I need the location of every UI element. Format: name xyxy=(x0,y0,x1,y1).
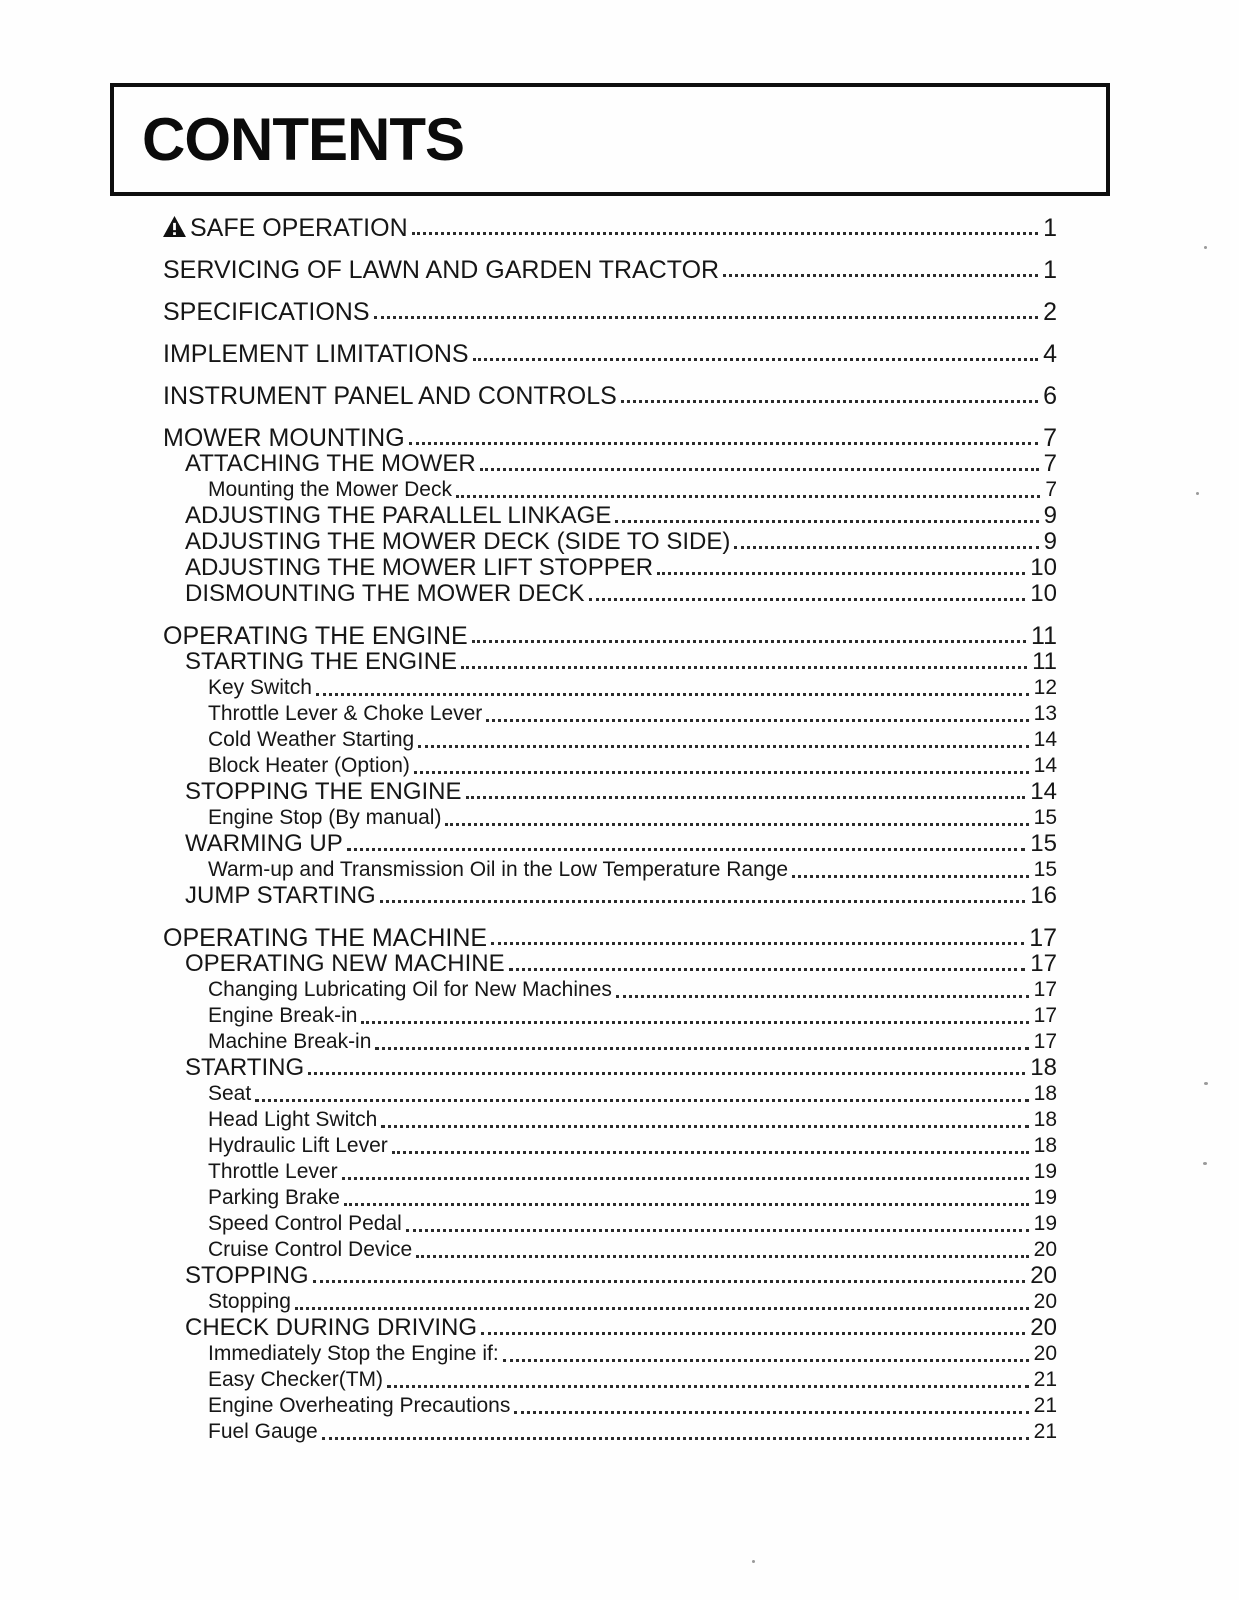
toc-entry-text: SAFE OPERATION xyxy=(190,214,408,242)
toc-entry-text: DISMOUNTING THE MOWER DECK xyxy=(185,580,585,607)
toc-entry xyxy=(163,555,1057,581)
toc-entry-label xyxy=(185,649,457,675)
toc-entry xyxy=(163,1237,1057,1263)
toc-entry xyxy=(163,503,1057,529)
toc-entry-label xyxy=(208,1419,318,1445)
toc-entry-page-number: 18 xyxy=(1030,1054,1057,1081)
toc-entry-text: Fuel Gauge xyxy=(208,1420,318,1443)
toc-entry-page-number: 7 xyxy=(1043,450,1057,477)
toc-entry xyxy=(163,831,1057,857)
toc-entry-page-number: 16 xyxy=(1030,882,1057,909)
toc-entry-text: ADJUSTING THE PARALLEL LINKAGE xyxy=(185,502,612,529)
toc-entry xyxy=(163,727,1057,753)
toc-entry xyxy=(163,1029,1057,1055)
dot-leader xyxy=(621,400,1038,403)
toc-entry xyxy=(163,977,1057,1003)
toc-entry xyxy=(163,477,1057,503)
toc-entry-text: Speed Control Pedal xyxy=(208,1212,402,1235)
toc-entry-label xyxy=(208,1133,388,1159)
dot-leader xyxy=(344,1203,1029,1206)
toc-entry-page-number: 1 xyxy=(1043,214,1057,242)
toc-entry-page-number: 21 xyxy=(1033,1368,1057,1391)
toc-entry-text: Parking Brake xyxy=(208,1186,340,1209)
toc-entry-text: SERVICING OF LAWN AND GARDEN TRACTOR xyxy=(163,256,720,284)
dot-leader xyxy=(412,232,1038,235)
dot-leader xyxy=(406,1229,1029,1232)
toc-entry-page-number: 10 xyxy=(1030,580,1057,607)
dot-leader xyxy=(416,1255,1028,1258)
toc-entry-page-number: 19 xyxy=(1033,1186,1057,1209)
toc-entry-label xyxy=(163,425,405,451)
toc-entry-text: Warm-up and Transmission Oil in the Low Temperature Range xyxy=(208,858,789,881)
toc-entry-label xyxy=(185,529,730,555)
toc-entry-text: ATTACHING THE MOWER xyxy=(185,450,476,477)
toc-entry xyxy=(163,1393,1057,1419)
toc-entry-page-number: 17 xyxy=(1033,1030,1057,1053)
dot-leader xyxy=(381,1125,1028,1128)
toc-entry xyxy=(163,1289,1057,1315)
toc-entry xyxy=(163,1081,1057,1107)
toc-entry-page-number: 4 xyxy=(1043,340,1057,368)
dot-leader xyxy=(466,796,1026,799)
toc-entry-text: Cold Weather Starting xyxy=(208,728,415,751)
toc-entry-label xyxy=(208,477,452,503)
toc-entry xyxy=(163,925,1057,951)
toc-entry-page-number: 17 xyxy=(1030,950,1057,977)
toc-entry-page-number: 13 xyxy=(1033,702,1057,725)
dot-leader xyxy=(374,316,1039,319)
dot-leader xyxy=(616,995,1029,998)
dot-leader xyxy=(486,719,1028,722)
dot-leader xyxy=(456,495,1040,498)
toc-entry xyxy=(163,1133,1057,1159)
toc-entry xyxy=(163,779,1057,805)
toc-entry-page-number: 18 xyxy=(1033,1082,1057,1105)
toc-entry-page-number: 6 xyxy=(1043,382,1057,410)
toc-entry-label xyxy=(208,1289,291,1315)
toc-entry-text: WARMING UP xyxy=(185,830,343,857)
toc-entry xyxy=(163,257,1057,283)
toc-entry-label xyxy=(185,1263,309,1289)
dot-leader xyxy=(503,1359,1029,1362)
toc-entry xyxy=(163,1263,1057,1289)
toc-entry xyxy=(163,1055,1057,1081)
toc-entry-page-number: 20 xyxy=(1033,1238,1057,1261)
toc-entry-text: MOWER MOUNTING xyxy=(163,424,405,452)
toc-entry-text: ADJUSTING THE MOWER DECK (SIDE TO SIDE) xyxy=(185,528,731,555)
dot-leader xyxy=(509,968,1026,971)
toc-entry-page-number: 14 xyxy=(1033,728,1057,751)
toc-entry-label xyxy=(208,1081,251,1107)
toc-entry xyxy=(163,805,1057,831)
toc-entry-text: Cruise Control Device xyxy=(208,1238,413,1261)
toc-list xyxy=(0,199,1239,1445)
toc-entry-page-number: 17 xyxy=(1033,978,1057,1001)
toc-entry-label xyxy=(208,1185,340,1211)
dot-leader xyxy=(255,1099,1028,1102)
toc-entry-page-number: 12 xyxy=(1033,676,1057,699)
toc-entry xyxy=(163,529,1057,555)
dot-leader xyxy=(481,1332,1025,1335)
toc-entry-text: Throttle Lever & Choke Lever xyxy=(208,702,483,725)
toc-entry xyxy=(163,1341,1057,1367)
toc-entry-label xyxy=(208,675,312,701)
toc-entry-text: STOPPING THE ENGINE xyxy=(185,778,462,805)
toc-entry-text: Machine Break-in xyxy=(208,1030,372,1053)
toc-entry-page-number: 19 xyxy=(1033,1160,1057,1183)
toc-entry-text: Engine Overheating Precautions xyxy=(208,1394,511,1417)
toc-entry-label xyxy=(163,383,617,409)
toc-entry-label xyxy=(163,215,408,241)
toc-entry-text: JUMP STARTING xyxy=(185,882,376,909)
toc-entry-text: OPERATING THE ENGINE xyxy=(163,622,468,650)
toc-entry xyxy=(163,1003,1057,1029)
toc-entry-page-number: 2 xyxy=(1043,298,1057,326)
toc-entry-text: Block Heater (Option) xyxy=(208,754,410,777)
dot-leader xyxy=(375,1047,1028,1050)
toc-entry xyxy=(163,1367,1057,1393)
toc-entry-page-number: 20 xyxy=(1033,1290,1057,1313)
toc-entry xyxy=(163,581,1057,607)
dot-leader xyxy=(322,1437,1029,1440)
toc-entry-label xyxy=(185,451,476,477)
toc-entry-label xyxy=(163,623,468,649)
toc-entry xyxy=(163,623,1057,649)
toc-entry-page-number: 17 xyxy=(1033,1004,1057,1027)
toc-entry-text: Immediately Stop the Engine if: xyxy=(208,1342,499,1365)
dot-leader xyxy=(734,546,1038,549)
toc-entry-text: SPECIFICATIONS xyxy=(163,298,370,326)
toc-entry-page-number: 15 xyxy=(1033,858,1057,881)
toc-entry-text: STOPPING xyxy=(185,1262,309,1289)
toc-entry xyxy=(163,425,1057,451)
dot-leader xyxy=(392,1151,1029,1154)
toc-entry-label xyxy=(208,753,410,779)
dot-leader xyxy=(473,358,1039,361)
toc-entry-page-number: 14 xyxy=(1033,754,1057,777)
toc-entry-page-number: 7 xyxy=(1043,424,1057,452)
toc-entry-text: STARTING THE ENGINE xyxy=(185,648,458,675)
dot-leader xyxy=(445,823,1028,826)
toc-entry xyxy=(163,341,1057,367)
toc-entry xyxy=(163,1107,1057,1133)
toc-entry-page-number: 7 xyxy=(1045,478,1057,501)
toc-entry-label xyxy=(208,857,788,883)
toc-entry xyxy=(163,675,1057,701)
toc-entry-label xyxy=(185,555,653,581)
dot-leader xyxy=(589,598,1026,601)
toc-entry-label xyxy=(208,1107,377,1133)
toc-entry-page-number: 20 xyxy=(1033,1342,1057,1365)
toc-entry-page-number: 14 xyxy=(1030,778,1057,805)
toc-entry-page-number: 20 xyxy=(1030,1262,1057,1289)
toc-entry-text: INSTRUMENT PANEL AND CONTROLS xyxy=(163,382,617,410)
toc-entry-text: OPERATING THE MACHINE xyxy=(163,924,488,952)
toc-entry xyxy=(163,383,1057,409)
toc-entry xyxy=(163,951,1057,977)
toc-entry-page-number: 17 xyxy=(1029,924,1057,952)
toc-entry-label xyxy=(185,581,585,607)
toc-entry-label xyxy=(208,1237,412,1263)
toc-entry-label xyxy=(208,1341,499,1367)
toc-entry xyxy=(163,701,1057,727)
toc-entry-text: IMPLEMENT LIMITATIONS xyxy=(163,340,469,368)
toc-entry-page-number: 19 xyxy=(1033,1212,1057,1235)
dot-leader xyxy=(347,848,1026,851)
contents-title-box xyxy=(110,83,1110,196)
toc-entry-text: Engine Stop (By manual) xyxy=(208,806,442,829)
page-title: CONTENTS xyxy=(142,105,464,173)
toc-entry-text: STARTING xyxy=(185,1054,305,1081)
toc-entry-label xyxy=(185,831,343,857)
scan-speck xyxy=(1204,1082,1208,1085)
toc-entry-label xyxy=(208,1393,510,1419)
toc-entry-label xyxy=(208,1003,357,1029)
dot-leader xyxy=(792,875,1029,878)
dot-leader xyxy=(491,942,1024,945)
toc-entry xyxy=(163,753,1057,779)
toc-entry-text: Stopping xyxy=(208,1290,291,1313)
toc-entry-label xyxy=(208,805,441,831)
dot-leader xyxy=(342,1177,1029,1180)
toc-entry-page-number: 9 xyxy=(1043,528,1057,555)
toc-entry-label xyxy=(185,1055,304,1081)
toc-entry-label xyxy=(185,1315,477,1341)
dot-leader xyxy=(313,1280,1026,1283)
toc-entry-text: CHECK DURING DRIVING xyxy=(185,1314,478,1341)
toc-entry xyxy=(163,451,1057,477)
toc-entry-page-number: 1 xyxy=(1043,256,1057,284)
toc-entry xyxy=(163,1185,1057,1211)
toc-entry-label xyxy=(163,925,487,951)
toc-entry-page-number: 10 xyxy=(1030,554,1057,581)
toc-entry-text: Changing Lubricating Oil for New Machines xyxy=(208,978,612,1001)
toc-entry-text: Hydraulic Lift Lever xyxy=(208,1134,388,1157)
toc-entry-label xyxy=(208,1029,371,1055)
toc-entry-text: Head Light Switch xyxy=(208,1108,378,1131)
toc-entry-page-number: 15 xyxy=(1033,806,1057,829)
toc-entry-text: ADJUSTING THE MOWER LIFT STOPPER xyxy=(185,554,654,581)
dot-leader xyxy=(316,693,1029,696)
toc-entry-label xyxy=(185,779,462,805)
warning-triangle-icon xyxy=(163,216,186,242)
scan-speck xyxy=(1204,246,1207,249)
dot-leader xyxy=(461,666,1027,669)
dot-leader xyxy=(514,1411,1028,1414)
dot-leader xyxy=(615,520,1038,523)
toc-entry-label xyxy=(163,257,719,283)
toc-entry-label xyxy=(185,951,505,977)
toc-entry xyxy=(163,1315,1057,1341)
toc-entry-label xyxy=(163,299,370,325)
dot-leader xyxy=(380,900,1026,903)
dot-leader xyxy=(387,1385,1029,1388)
dot-leader xyxy=(414,771,1029,774)
dot-leader xyxy=(723,274,1038,277)
toc-entry-label xyxy=(208,1211,402,1237)
toc-entry xyxy=(163,1211,1057,1237)
toc-entry xyxy=(163,215,1057,241)
toc-entry-page-number: 18 xyxy=(1033,1108,1057,1131)
toc-entry-page-number: 15 xyxy=(1030,830,1057,857)
toc-entry-label xyxy=(208,1159,338,1185)
toc-entry xyxy=(163,857,1057,883)
dot-leader xyxy=(361,1021,1028,1024)
toc-entry-text: Key Switch xyxy=(208,676,312,699)
toc-entry-text: OPERATING NEW MACHINE xyxy=(185,950,505,977)
dot-leader xyxy=(308,1072,1025,1075)
toc-entry-text: Throttle Lever xyxy=(208,1160,338,1183)
toc-entry-page-number: 20 xyxy=(1030,1314,1057,1341)
toc-entry-page-number: 11 xyxy=(1032,648,1057,675)
toc-entry-page-number: 21 xyxy=(1033,1420,1057,1443)
dot-leader xyxy=(472,640,1026,643)
toc-entry-page-number: 9 xyxy=(1043,502,1057,529)
dot-leader xyxy=(657,572,1025,575)
dot-leader xyxy=(295,1307,1029,1310)
toc-entry-label xyxy=(208,977,612,1003)
toc-entry xyxy=(163,649,1057,675)
toc-entry-label xyxy=(185,503,611,529)
toc-entry xyxy=(163,1419,1057,1445)
toc-entry-text: Engine Break-in xyxy=(208,1004,358,1027)
dot-leader xyxy=(409,442,1038,445)
toc-entry-text: Easy Checker(TM) xyxy=(208,1368,384,1391)
scan-speck xyxy=(1203,1162,1207,1165)
toc-entry xyxy=(163,883,1057,909)
toc-entry-label xyxy=(208,727,414,753)
toc-entry xyxy=(163,299,1057,325)
dot-leader xyxy=(480,468,1039,471)
toc-entry-label xyxy=(163,341,469,367)
toc-entry-label xyxy=(185,883,376,909)
toc-entry-label xyxy=(208,1367,383,1393)
scan-speck xyxy=(752,1560,755,1563)
toc-entry-page-number: 11 xyxy=(1031,622,1057,650)
toc-entry-text: Mounting the Mower Deck xyxy=(208,478,452,501)
toc-entry-page-number: 18 xyxy=(1033,1134,1057,1157)
toc-entry-label xyxy=(208,701,482,727)
toc-entry-text: Seat xyxy=(208,1082,252,1105)
toc-entry xyxy=(163,1159,1057,1185)
scan-speck xyxy=(1196,492,1199,495)
dot-leader xyxy=(418,745,1028,748)
toc-entry-page-number: 21 xyxy=(1033,1394,1057,1417)
